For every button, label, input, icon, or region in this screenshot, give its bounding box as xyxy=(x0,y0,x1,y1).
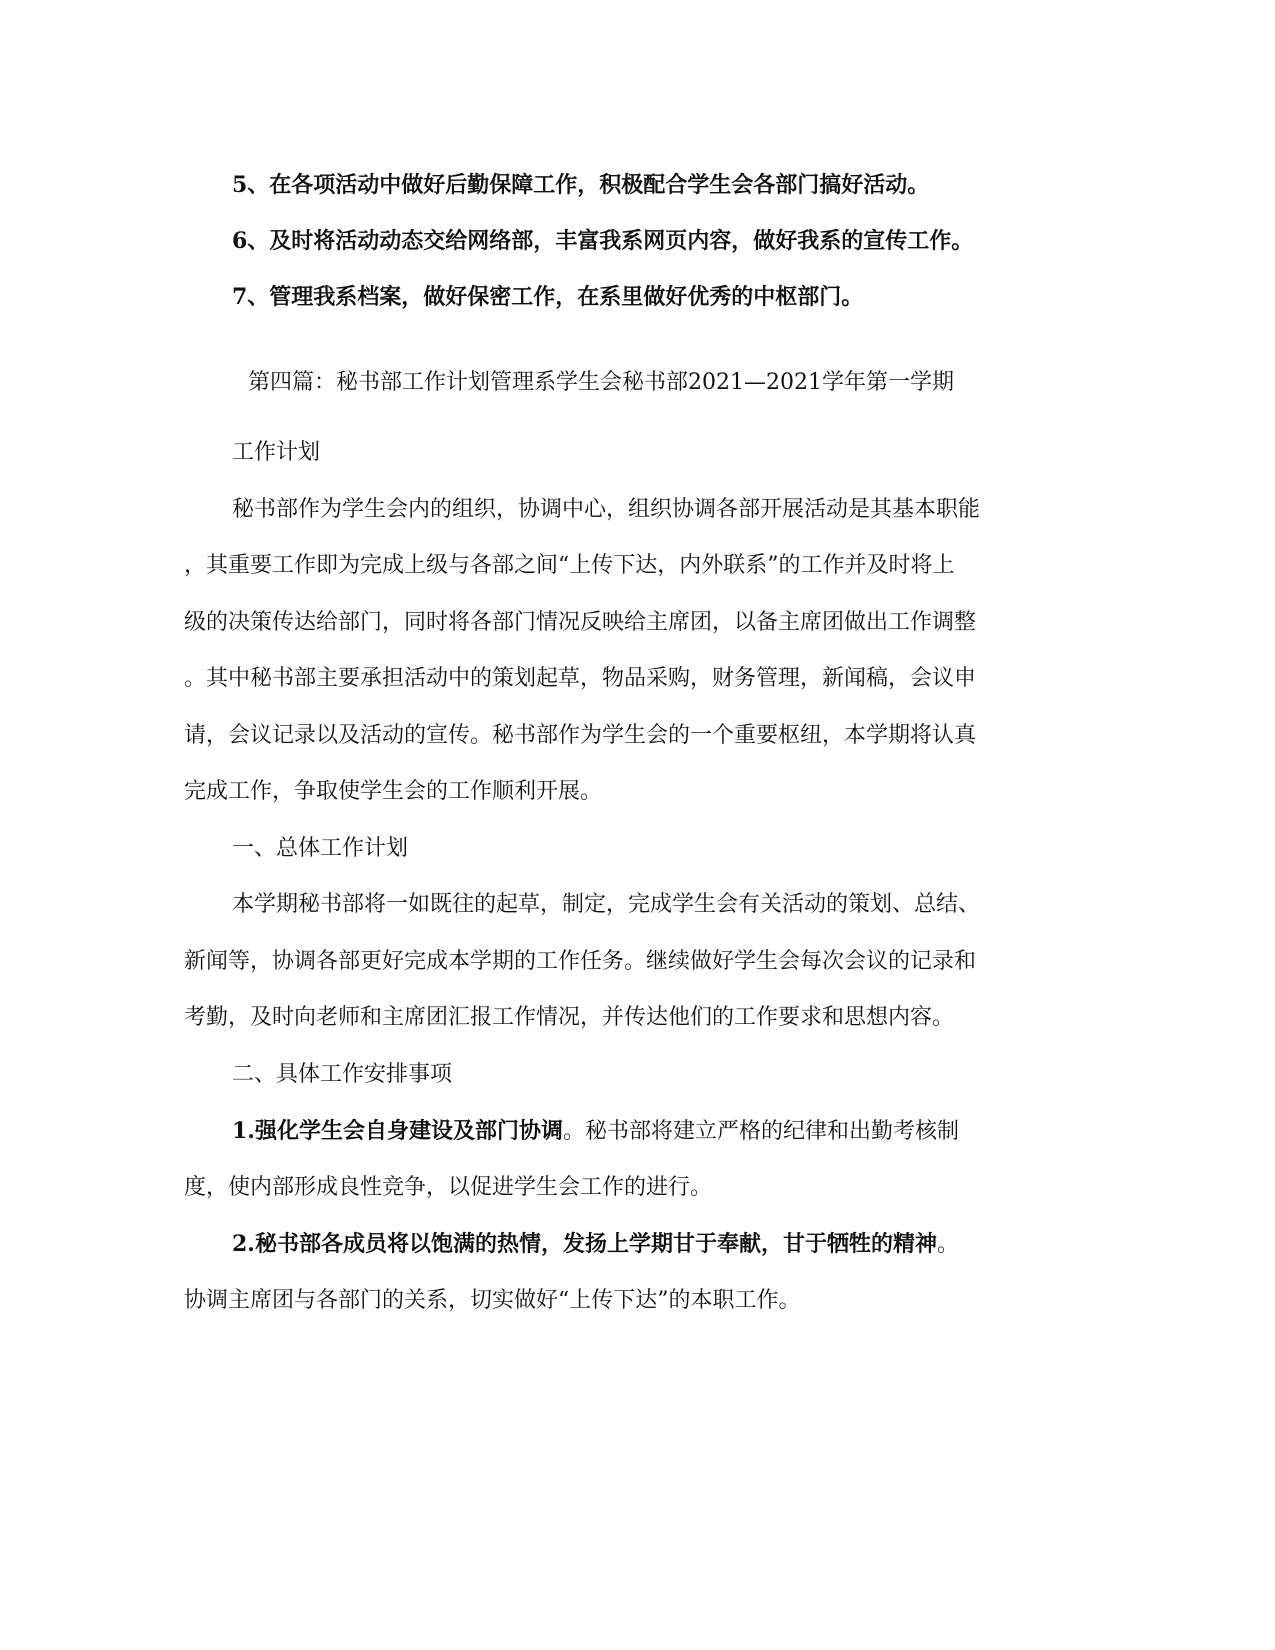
point2-line-2: 协调主席团与各部门的关系，切实做好“上传下达”的本职工作。 xyxy=(184,1288,801,1313)
section2-heading: 二、具体工作安排事项 xyxy=(232,1062,453,1087)
list-item-6: 6、及时将活动动态交给网络部，丰富我系网页内容，做好我系的宣传工作。 xyxy=(232,228,974,254)
intro-line-5: 请，会议记录以及活动的宣传。秘书部作为学生会的一个重要枢纽，本学期将认真 xyxy=(184,723,977,748)
intro-line-1: 秘书部作为学生会内的组织，协调中心，组织协调各部开展活动是其基本职能 xyxy=(232,497,981,522)
section1-heading: 一、总体工作计划 xyxy=(232,836,409,861)
point2-bold: 2.秘书部各成员将以饱满的热情，发扬上学期甘于奉献，甘于牺牲的精神 xyxy=(232,1231,937,1257)
point2-line-1 xyxy=(232,1229,1132,1260)
intro-line-2: ，其重要工作即为完成上级与各部之间“上传下达，内外联系”的工作并及时将上 xyxy=(184,553,955,578)
point1-line-2: 度，使内部形成良性竞争，以促进学生会工作的进行。 xyxy=(184,1175,713,1200)
intro-line-4: 。其中秘书部主要承担活动中的策划起草，物品采购，财务管理，新闻稿，会议申 xyxy=(184,666,977,691)
intro-line-3: 级的决策传达给部门，同时将各部门情况反映给主席团，以备主席团做出工作调整 xyxy=(184,610,977,635)
section1-line-1: 本学期秘书部将一如既往的起草，制定，完成学生会有关活动的策划、总结、 xyxy=(232,892,981,917)
point2-rest: 。 xyxy=(936,1232,959,1257)
article-subtitle: 工作计划 xyxy=(232,440,321,465)
article-title: 第四篇：秘书部工作计划管理系学生会秘书部2021—2021学年第一学期 xyxy=(248,370,954,395)
point1-bold: 1.强化学生会自身建设及部门协调 xyxy=(232,1118,563,1144)
section1-line-3: 考勤，及时向老师和主席团汇报工作情况，并传达他们的工作要求和思想内容。 xyxy=(184,1005,955,1030)
point1-line-1 xyxy=(232,1116,1132,1147)
list-item-7: 7、管理我系档案，做好保密工作，在系里做好优秀的中枢部门。 xyxy=(232,284,864,310)
intro-line-6: 完成工作，争取使学生会的工作顺利开展。 xyxy=(184,779,603,804)
section1-line-2: 新闻等，协调各部更好完成本学期的工作任务。继续做好学生会每次会议的记录和 xyxy=(184,949,977,974)
point1-rest: 。秘书部将建立严格的纪律和出勤考核制 xyxy=(562,1119,959,1144)
list-item-5: 5、在各项活动中做好后勤保障工作，积极配合学生会各部门搞好活动。 xyxy=(232,172,930,198)
